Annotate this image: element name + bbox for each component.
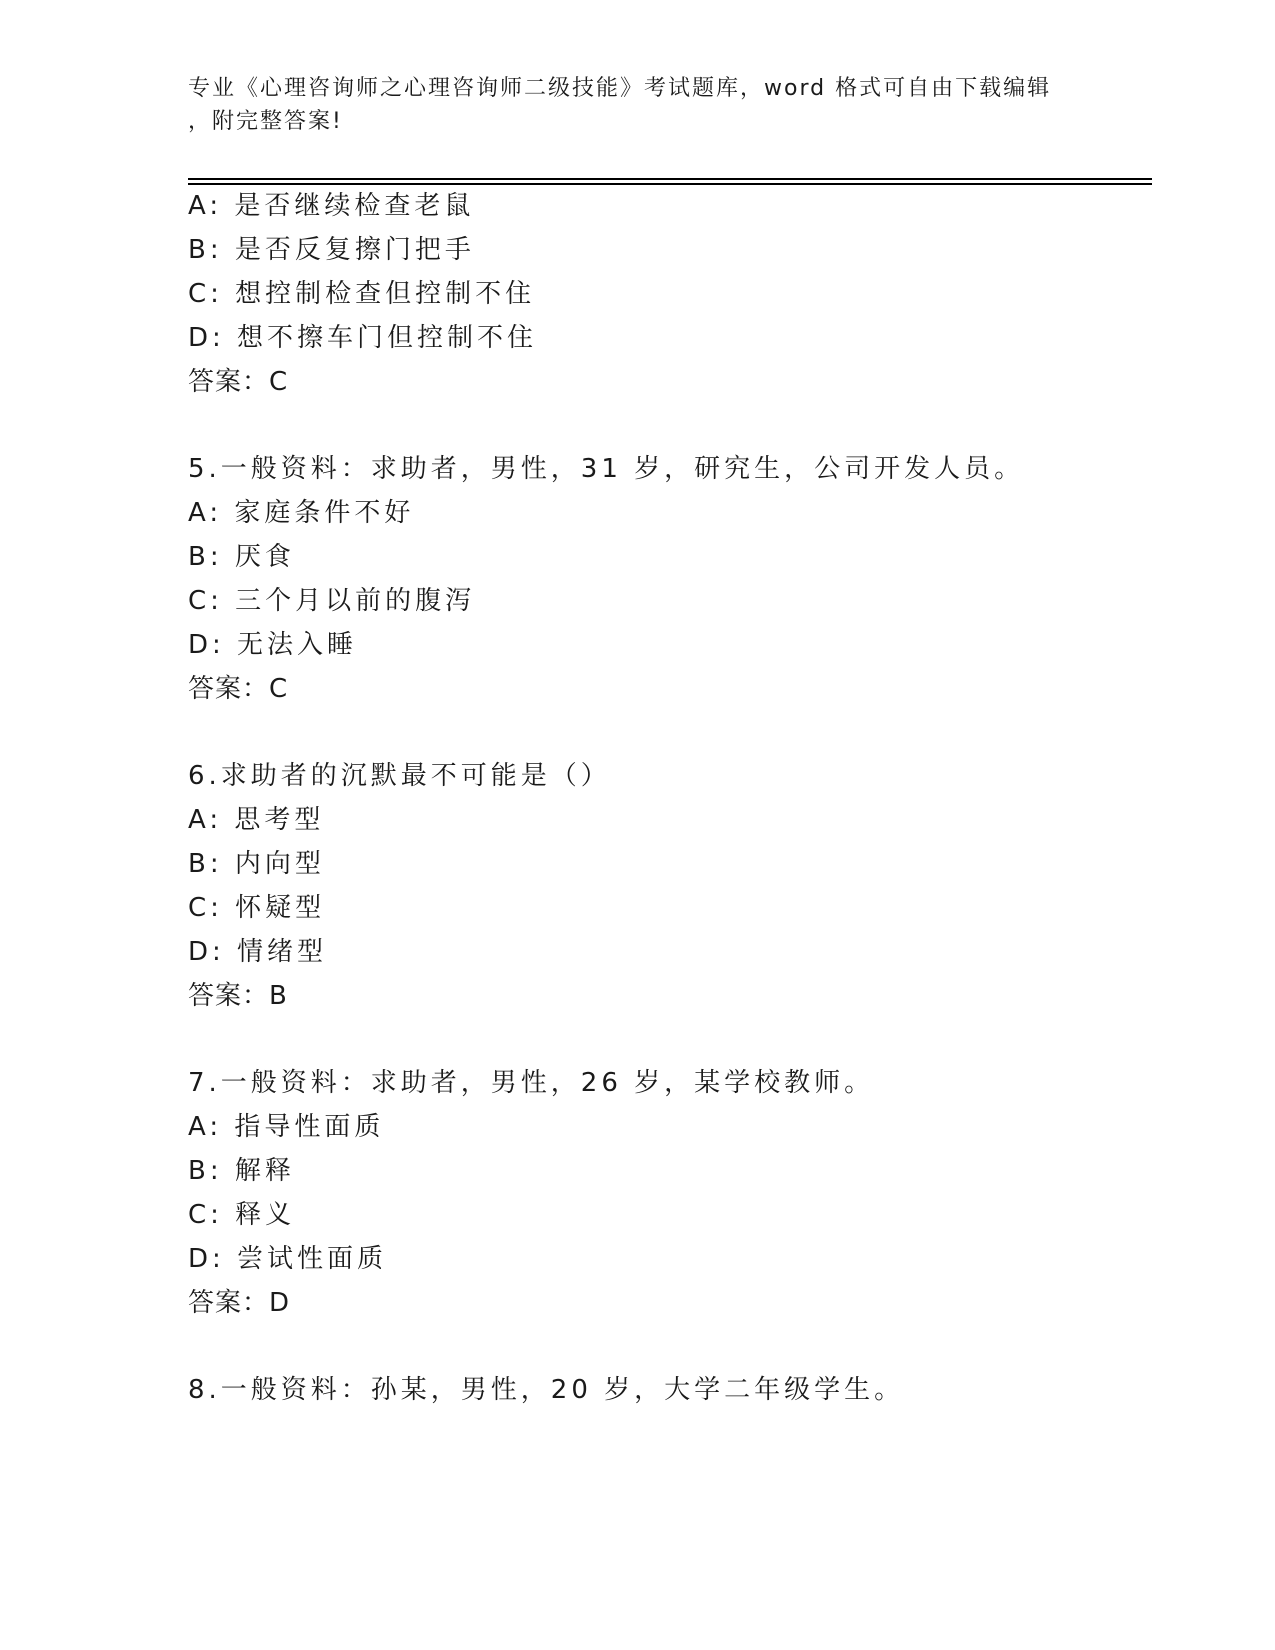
q4-option-d: D: 想不擦车门但控制不住 (188, 323, 538, 353)
header-line-1: 专业《心理咨询师之心理咨询师二级技能》考试题库，word 格式可自由下载编辑 (188, 76, 1052, 101)
q8-stem: 8.一般资料：孙某，男性，20 岁，大学二年级学生。 (188, 1375, 905, 1405)
q5-option-d: D: 无法入睡 (188, 630, 358, 660)
q7-stem: 7.一般资料：求助者，男性，26 岁，某学校教师。 (188, 1068, 875, 1098)
q6-answer: 答案：B (188, 981, 288, 1011)
header-line-2: ，附完整答案! (188, 109, 343, 134)
q5-option-b: B: 厌食 (188, 542, 295, 572)
header-divider-bottom (188, 183, 1152, 185)
q5-option-c: C: 三个月以前的腹泻 (188, 586, 476, 616)
q4-option-c: C: 想控制检查但控制不住 (188, 279, 536, 309)
header-divider-top (188, 178, 1152, 180)
q7-option-b: B: 解释 (188, 1156, 295, 1186)
document-header (188, 72, 1088, 138)
q5-option-a: A: 家庭条件不好 (188, 498, 415, 528)
q6-stem: 6.求助者的沉默最不可能是（） (188, 761, 611, 791)
q6-option-a: A: 思考型 (188, 805, 325, 835)
q4-answer: 答案：C (188, 367, 289, 397)
q7-answer: 答案：D (188, 1288, 291, 1318)
q6-option-b: B: 内向型 (188, 849, 325, 879)
q7-option-d: D: 尝试性面质 (188, 1244, 388, 1274)
q7-option-a: A: 指导性面质 (188, 1112, 385, 1142)
q5-answer: 答案：C (188, 674, 289, 704)
q6-option-c: C: 怀疑型 (188, 893, 326, 923)
q4-option-a: A: 是否继续检查老鼠 (188, 191, 475, 221)
q4-option-b: B: 是否反复擦门把手 (188, 235, 475, 265)
q7-option-c: C: 释义 (188, 1200, 296, 1230)
q5-stem: 5.一般资料：求助者，男性，31 岁，研究生，公司开发人员。 (188, 454, 1025, 484)
q6-option-d: D: 情绪型 (188, 937, 328, 967)
